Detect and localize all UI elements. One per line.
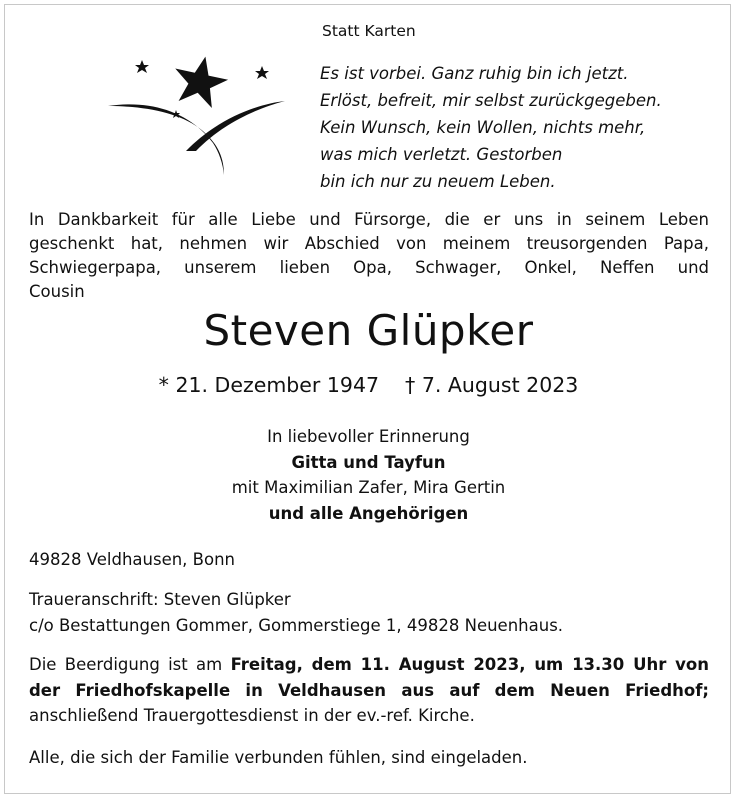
address-line-1: Traueranschrift: Steven Glüpker bbox=[29, 590, 291, 609]
deceased-name: Steven Glüpker bbox=[203, 306, 534, 355]
mourners-block bbox=[0, 424, 737, 526]
intro-line: In Dankbarkeit für alle Liebe und Fürsorge, die er uns in seinem Leben bbox=[29, 210, 709, 229]
poem-line: Erlöst, befreit, mir selbst zurückgegeben. bbox=[320, 91, 662, 110]
funeral-details bbox=[29, 652, 709, 729]
large-star-icon bbox=[169, 51, 232, 110]
funeral-line-3: anschließend Trauergottesdienst in der ev.-ref. Kirche. bbox=[29, 706, 475, 725]
small-star-left-icon bbox=[135, 60, 149, 73]
poem-line: bin ich nur zu neuem Leben. bbox=[320, 172, 556, 191]
poem bbox=[320, 60, 662, 195]
poem-line: Kein Wunsch, kein Wollen, nichts mehr, bbox=[320, 118, 646, 137]
funeral-location: der Friedhofskapelle in Veldhausen aus auf dem Neuen Friedhof; bbox=[29, 680, 709, 700]
memory-line: In liebevoller Erinnerung bbox=[267, 427, 470, 446]
poem-line: Es ist vorbei. Ganz ruhig bin ich jetzt. bbox=[320, 64, 629, 83]
small-star-right-icon bbox=[255, 66, 269, 79]
poem-line: was mich verletzt. Gestorben bbox=[320, 145, 563, 164]
funeral-line-1 bbox=[29, 652, 709, 678]
intro-line: Schwiegerpapa, unserem lieben Opa, Schwager, Onkel, Neffen und bbox=[29, 258, 709, 277]
birth-date: * 21. Dezember 1947 bbox=[158, 373, 380, 397]
funeral-intro: Die Beerdigung ist am bbox=[29, 655, 231, 674]
funeral-date-time: Freitag, dem 11. August 2023, um 13.30 Uhr von bbox=[230, 655, 709, 674]
primary-mourners: Gitta und Tayfun bbox=[291, 452, 446, 472]
arc-lower-icon bbox=[186, 101, 285, 151]
intro-paragraph bbox=[29, 208, 709, 304]
intro-line: Cousin bbox=[29, 282, 85, 301]
grandchildren-line: mit Maximilian Zafer, Mira Gertin bbox=[231, 478, 506, 497]
intro-line: geschenkt hat, nehmen wir Abschied von meinem treusorgenden Papa, bbox=[29, 234, 709, 253]
invitation-line: Alle, die sich der Familie verbunden fühlen, sind eingeladen. bbox=[29, 748, 528, 767]
statt-karten-label: Statt Karten bbox=[322, 22, 416, 40]
funeral-line-2 bbox=[29, 678, 709, 704]
death-date: † 7. August 2023 bbox=[405, 373, 579, 397]
all-relatives: und alle Angehörigen bbox=[268, 503, 469, 523]
address-line-2: c/o Bestattungen Gommer, Gommerstiege 1, 49828 Neuenhaus. bbox=[29, 615, 564, 635]
place-line: 49828 Veldhausen, Bonn bbox=[29, 550, 236, 569]
mourning-address bbox=[29, 587, 563, 638]
life-dates bbox=[0, 373, 737, 397]
three-stars-and-arc-icon bbox=[108, 48, 308, 183]
